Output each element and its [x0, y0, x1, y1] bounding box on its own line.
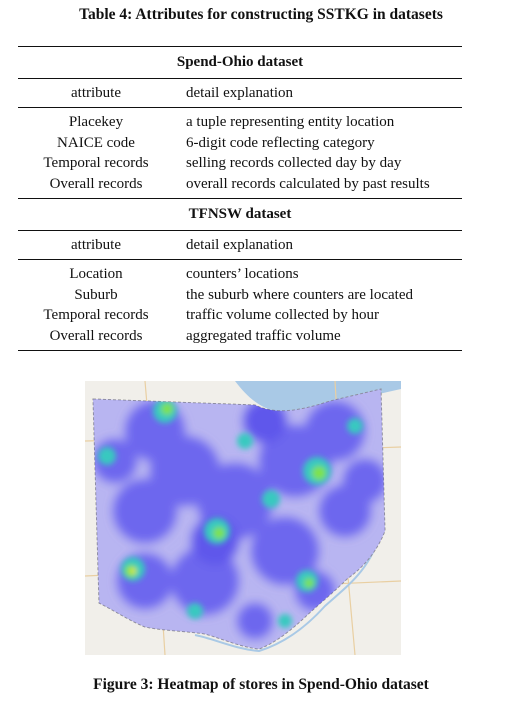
column-header-attribute: attribute — [18, 78, 174, 108]
heat-hotspot — [98, 447, 116, 465]
explanation-cell: traffic volume collected by hour — [186, 307, 379, 323]
attribute-cell: Placekey — [18, 108, 174, 133]
attribute-cell: Temporal records — [43, 307, 149, 323]
explanation-cell: counters’ locations — [174, 260, 462, 285]
attribute-cell: Location — [18, 260, 174, 285]
table-row — [18, 305, 462, 326]
heat-cluster — [343, 459, 387, 503]
attributes-table — [18, 46, 462, 351]
column-header-attribute: attribute — [18, 230, 174, 260]
heat-cluster — [113, 479, 177, 543]
explanation-cell: the suburb where counters are located — [186, 286, 413, 303]
heat-hotspot — [130, 568, 136, 574]
attribute-cell: Suburb — [74, 286, 118, 303]
column-header-explanation: detail explanation — [174, 230, 462, 260]
table-row — [18, 326, 462, 351]
section-title: TFNSW dataset — [18, 199, 462, 231]
table-row — [18, 133, 462, 154]
explanation-cell: 6-digit code reflecting category — [186, 134, 375, 151]
section-title-row — [18, 47, 462, 79]
heat-hotspot — [262, 490, 280, 508]
column-header-explanation: detail explanation — [174, 78, 462, 108]
table-caption: Table 4: Attributes for constructing SSTKG in datasets — [79, 6, 443, 23]
section-title-row — [18, 199, 462, 231]
heat-hotspot — [161, 403, 173, 415]
table-row — [18, 153, 462, 174]
heat-cluster — [237, 603, 273, 639]
table-row — [18, 108, 462, 133]
heat-hotspot — [278, 614, 292, 628]
explanation-cell: overall records calculated by past results — [186, 175, 430, 192]
table-row — [18, 285, 462, 306]
figure-caption: Figure 3: Heatmap of stores in Spend-Ohio dataset — [93, 676, 429, 693]
explanation-cell: aggregated traffic volume — [174, 326, 462, 351]
table-row — [18, 174, 462, 199]
section-title: Spend-Ohio dataset — [18, 47, 462, 79]
heat-hotspot — [312, 466, 326, 480]
header-row — [18, 230, 462, 260]
explanation-cell: a tuple representing entity location — [174, 108, 462, 133]
attribute-cell: NAICE code — [57, 134, 135, 151]
attribute-cell: Overall records — [49, 175, 143, 192]
heat-hotspot — [187, 603, 203, 619]
heat-hotspot — [213, 527, 225, 539]
explanation-cell: selling records collected day by day — [186, 155, 402, 171]
heatmap-figure — [85, 381, 401, 655]
table-row — [18, 260, 462, 285]
attribute-cell: Temporal records — [43, 155, 149, 171]
attribute-cell: Overall records — [18, 326, 174, 351]
heat-hotspot — [304, 578, 314, 588]
heat-hotspot — [237, 433, 253, 449]
heat-hotspot — [347, 418, 363, 434]
heatmap-map — [85, 381, 401, 655]
header-row — [18, 78, 462, 108]
